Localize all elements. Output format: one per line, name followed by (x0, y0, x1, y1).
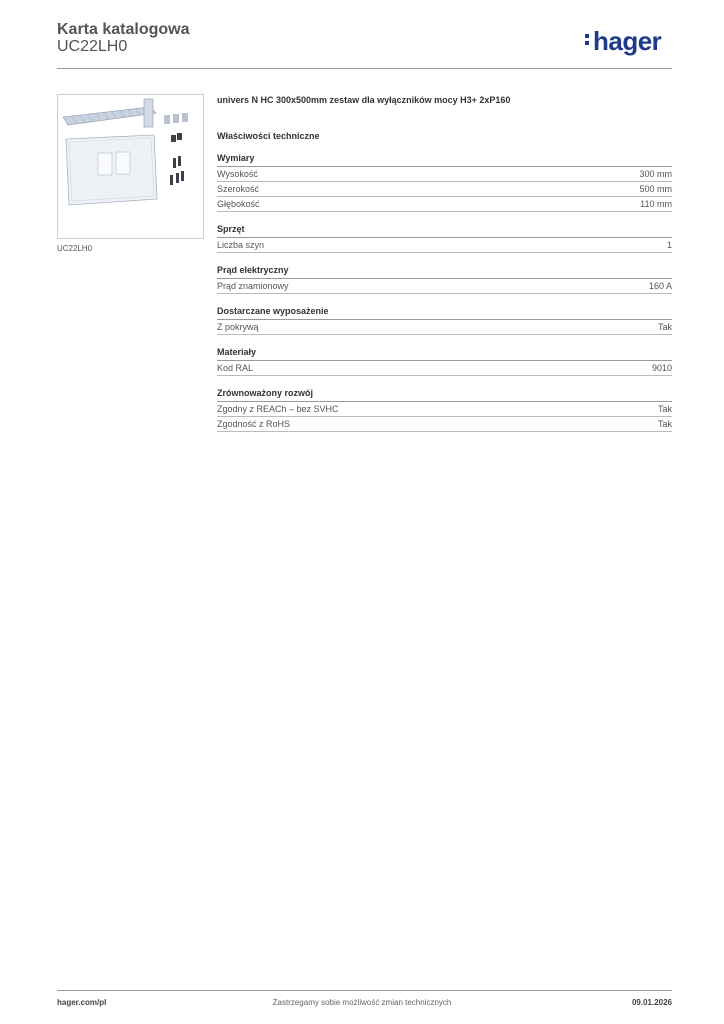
spec-value: 1 (666, 240, 672, 250)
spec-group-current (217, 264, 672, 294)
logo-dot-icon (585, 41, 589, 45)
image-caption: UC22LH0 (57, 244, 93, 253)
logo-dot-icon (585, 34, 589, 38)
footer-date: 09.01.2026 (631, 998, 672, 1007)
footer-divider (57, 990, 672, 991)
group-title: Materiały (217, 346, 672, 361)
footer-website-link[interactable]: hager.com/pl (57, 998, 107, 1007)
group-title: Prąd elektryczny (217, 264, 672, 279)
specifications (217, 94, 672, 443)
spec-label: Prąd znamionowy (217, 281, 289, 291)
footer-disclaimer: Zastrzegamy sobie możliwość zmian technicznych (272, 998, 452, 1007)
spec-value: 9010 (651, 363, 672, 373)
spec-label: Wysokość (217, 169, 258, 179)
spec-group-dimensions (217, 152, 672, 212)
spec-row (217, 417, 672, 432)
spec-row (217, 238, 672, 253)
product-image (57, 94, 204, 239)
product-illustration (58, 95, 203, 238)
spec-label: Głębokość (217, 199, 260, 209)
spec-label: Zgodny z REACh – bez SVHC (217, 404, 339, 414)
spec-group-sustainability (217, 387, 672, 432)
spec-row (217, 402, 672, 417)
spec-row (217, 167, 672, 182)
document-title: Karta katalogowa (57, 21, 190, 38)
section-title: Właściwości techniczne (217, 131, 320, 141)
product-code: UC22LH0 (57, 38, 128, 55)
spec-value: Tak (657, 322, 672, 332)
logo-text: hager (593, 26, 662, 56)
header-divider (57, 68, 672, 69)
group-title: Sprzęt (217, 223, 672, 238)
spec-value: 300 mm (639, 169, 672, 179)
spec-value: 500 mm (639, 184, 672, 194)
spec-group-supplied-equipment (217, 305, 672, 335)
group-title: Dostarczane wyposażenie (217, 305, 672, 320)
spec-label: Szerokość (217, 184, 260, 194)
spec-value: Tak (657, 419, 672, 429)
spec-label: Liczba szyn (217, 240, 265, 250)
spec-row (217, 197, 672, 212)
group-title: Wymiary (217, 152, 672, 167)
spec-value: 160 A (648, 281, 672, 291)
hager-logo (593, 28, 661, 54)
spec-group-equipment (217, 223, 672, 253)
product-title: univers N HC 300x500mm zestaw dla wyłączników mocy H3+ 2xP160 (217, 95, 511, 105)
spec-row (217, 279, 672, 294)
spec-row (217, 182, 672, 197)
spec-value: 110 mm (640, 199, 672, 209)
group-title: Zrównoważony rozwój (217, 387, 672, 402)
spec-value: Tak (657, 404, 672, 414)
spec-label: Zgodność z RoHS (217, 419, 291, 429)
spec-group-materials (217, 346, 672, 376)
spec-label: Kod RAL (217, 363, 254, 373)
spec-row (217, 320, 672, 335)
spec-row (217, 361, 672, 376)
spec-label: Z pokrywą (217, 322, 259, 332)
